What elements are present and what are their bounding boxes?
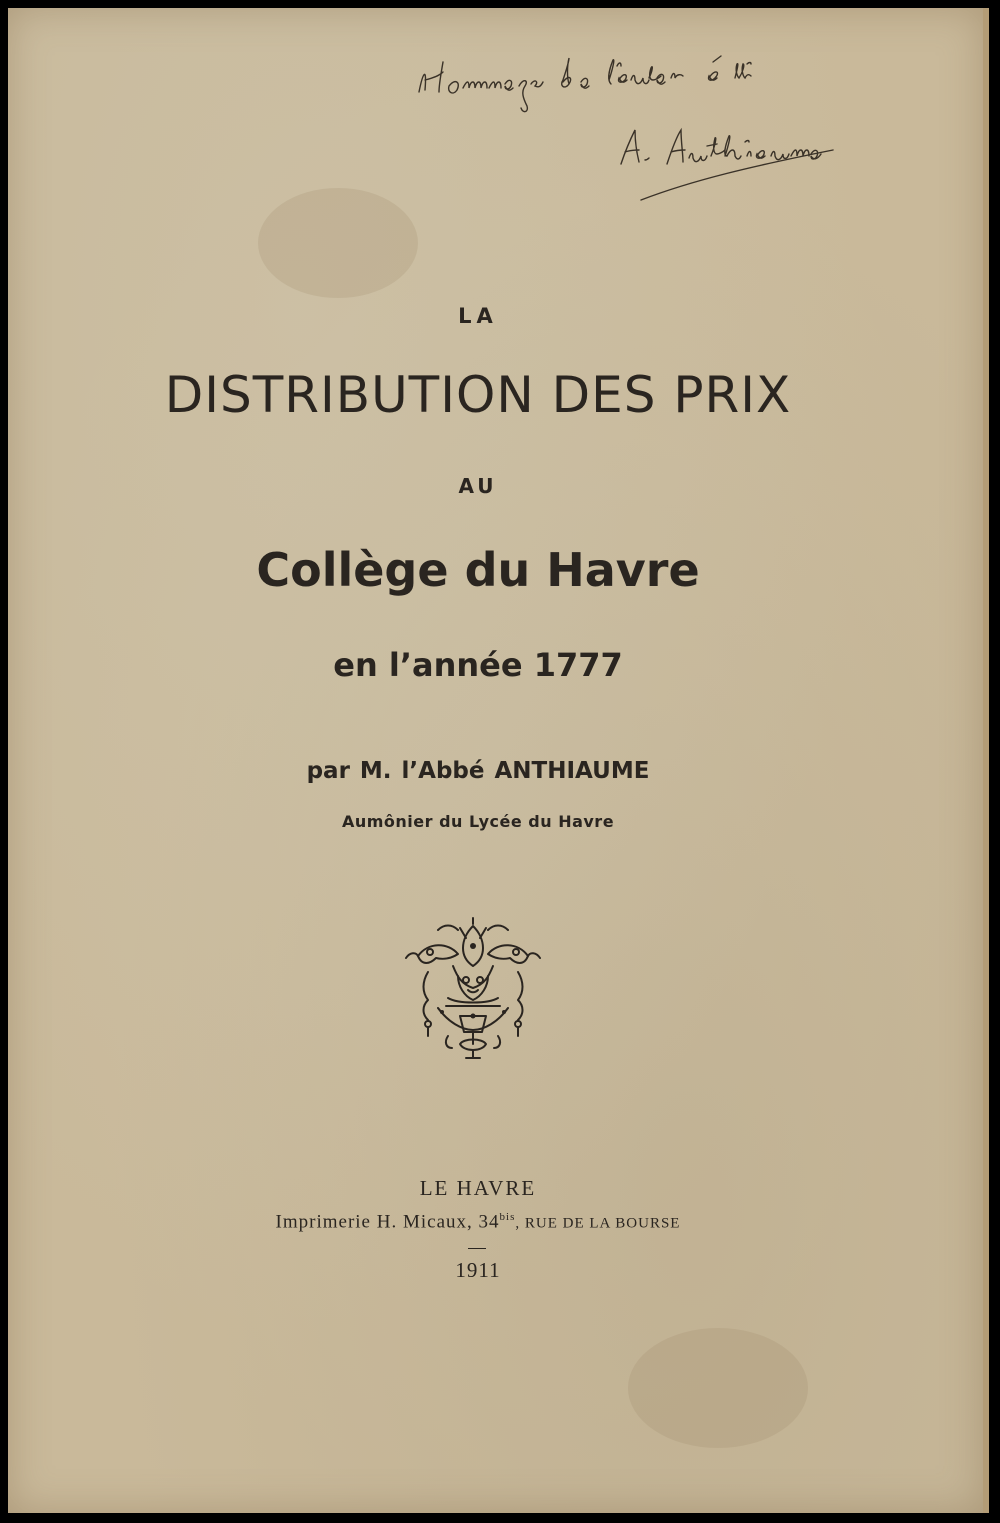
- author-title: Aumônier du Lycée du Havre: [341, 812, 615, 831]
- handwritten-inscription: [413, 52, 853, 212]
- foxing-stain: [628, 1328, 808, 1448]
- ornamental-vignette-icon: [398, 916, 548, 1066]
- printer-sup: bis: [499, 1211, 516, 1223]
- imprint-year: 1911: [455, 1258, 501, 1282]
- printer-suffix: , RUE DE LA BOURSE: [515, 1215, 681, 1232]
- title-year-line: en l’année 1777: [333, 646, 623, 684]
- title-la: LA: [458, 304, 498, 328]
- main-title: DISTRIBUTION DES PRIX: [164, 366, 792, 424]
- author-line: par M. l’Abbé ANTHIAUME: [306, 758, 650, 784]
- imprint-divider: [468, 1248, 486, 1249]
- printer-prefix: Imprimerie H. Micaux, 34: [275, 1211, 500, 1233]
- title-college: Collège du Havre: [256, 543, 700, 597]
- imprint-printer: [8, 1211, 948, 1233]
- title-au: AU: [458, 474, 498, 498]
- imprint-place: LE HAVRE: [419, 1176, 537, 1200]
- book-cover: [8, 8, 989, 1513]
- foxing-stain: [258, 188, 418, 298]
